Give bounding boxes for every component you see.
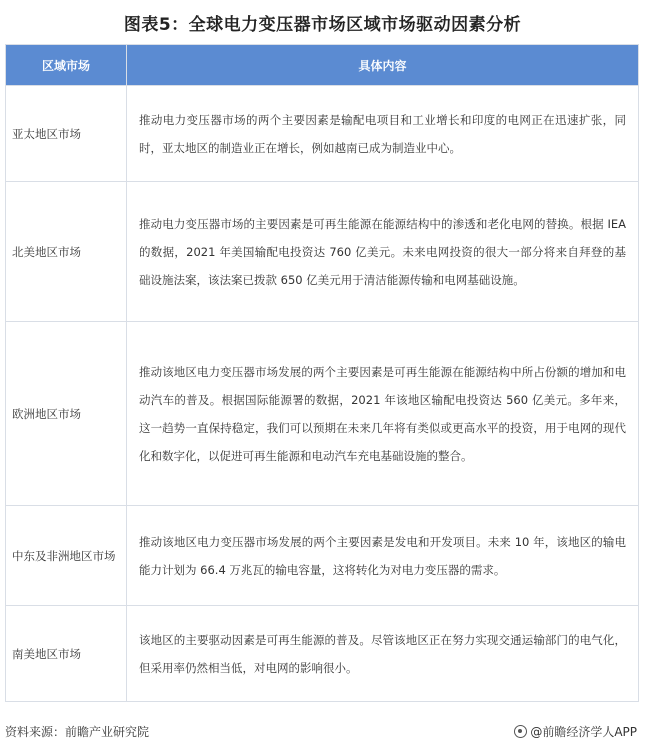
region-cell: 中东及非洲地区市场 [6, 506, 127, 606]
brand-label: @前瞻经济学人APP [530, 725, 637, 739]
region-cell: 南美地区市场 [6, 606, 127, 702]
table-row [6, 506, 639, 606]
region-cell: 欧洲地区市场 [6, 322, 127, 506]
header-content: 具体内容 [127, 45, 639, 86]
table-row [6, 606, 639, 702]
region-cell: 北美地区市场 [6, 182, 127, 322]
table-header-row [6, 45, 639, 86]
header-region: 区域市场 [6, 45, 127, 86]
content-cell: 推动该地区电力变压器市场发展的两个主要因素是可再生能源在能源结构中所占份额的增加和电动汽车的普及。根据国际能源署的数据，2021 年该地区输配电投资达 560 亿美元。多年来，这一趋势一直保持稳定，我们可以预期在未来几年将有类似或更高水平的投资，用于电网的现代化和数字化，以促进可再生能源和电动汽车充电基础设施的整合。 [127, 322, 639, 506]
region-cell: 亚太地区市场 [6, 86, 127, 182]
brand-logo-icon [514, 725, 527, 738]
content-cell: 推动电力变压器市场的主要因素是可再生能源在能源结构中的渗透和老化电网的替换。根据 IEA 的数据，2021 年美国输配电投资达 760 亿美元。未来电网投资的很大一部分将来自拜登的基础设施法案，该法案已拨款 650 亿美元用于清洁能源传输和电网基础设施。 [127, 182, 639, 322]
brand-credit [514, 723, 637, 740]
content-cell: 该地区的主要驱动因素是可再生能源的普及。尽管该地区正在努力实现交通运输部门的电气化，但采用率仍然相当低，对电网的影响很小。 [127, 606, 639, 702]
table-row [6, 322, 639, 506]
region-driver-table [5, 44, 639, 702]
table-row [6, 182, 639, 322]
source-note: 资料来源：前瞻产业研究院 [5, 725, 150, 739]
table-row [6, 86, 639, 182]
chart-title: 图表5：全球电力变压器市场区域市场驱动因素分析 [123, 15, 522, 35]
content-cell: 推动该地区电力变压器市场发展的两个主要因素是发电和开发项目。未来 10 年，该地区的输电能力计划为 66.4 万兆瓦的输电容量，这将转化为对电力变压器的需求。 [127, 506, 639, 606]
content-cell: 推动电力变压器市场的两个主要因素是输配电项目和工业增长和印度的电网正在迅速扩张，同时，亚太地区的制造业正在增长，例如越南已成为制造业中心。 [127, 86, 639, 182]
